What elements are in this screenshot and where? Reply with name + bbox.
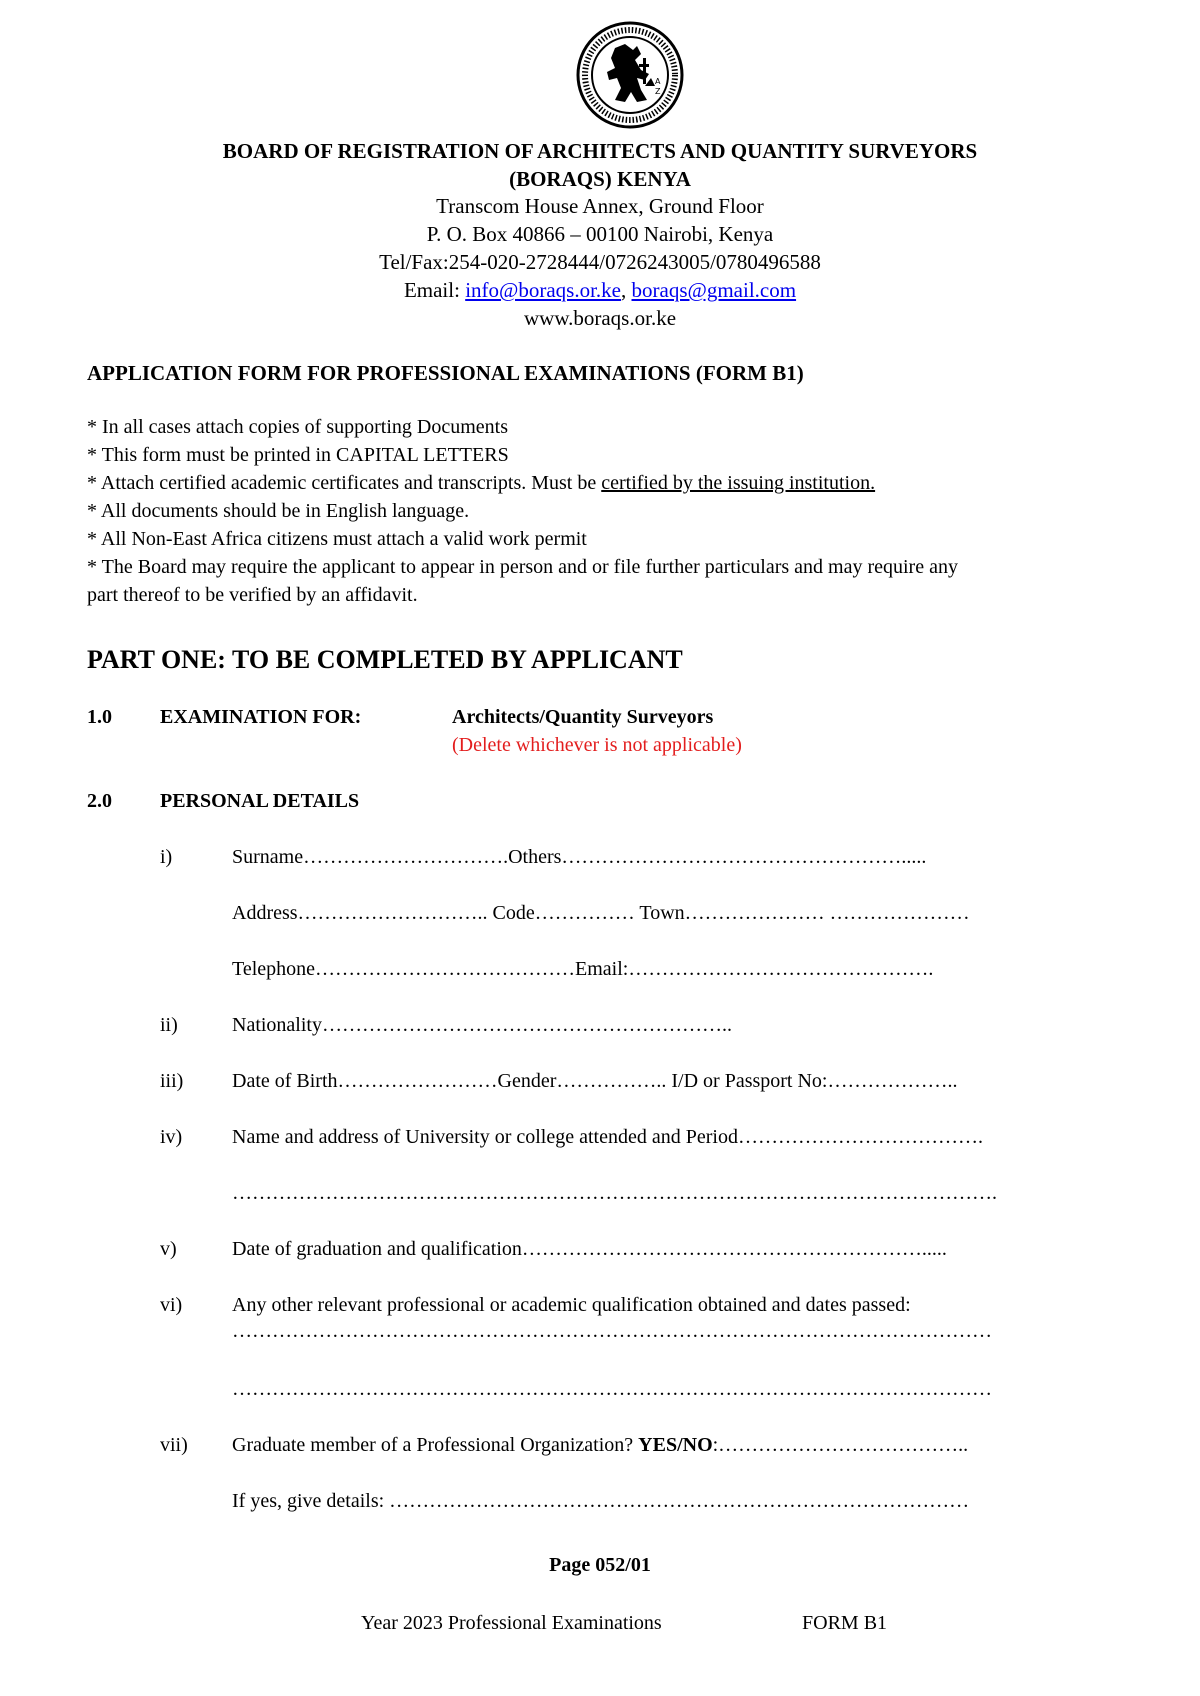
section-1-number: 1.0: [87, 706, 112, 728]
if-yes-details-field[interactable]: If yes, give details: ……………………………………………………………………………: [232, 1490, 970, 1512]
section-2-number: 2.0: [87, 790, 112, 812]
graduate-member-field[interactable]: [232, 1434, 968, 1457]
email-link-gmail[interactable]: boraqs@gmail.com: [631, 278, 797, 302]
org-address-line2: P. O. Box 40866 – 00100 Nairobi, Kenya: [426, 222, 774, 246]
graduation-field[interactable]: Date of graduation and qualification…………………………………………………….....: [232, 1238, 947, 1260]
surname-others-field[interactable]: Surname………………………….Others…………………………………………….....: [232, 846, 927, 868]
org-email-line: [0, 278, 1200, 303]
org-website: www.boraqs.or.ke: [523, 306, 677, 330]
other-qualification-line-1[interactable]: ……………………………………………………………………………………………………: [232, 1320, 992, 1342]
footer-form-label: FORM B1: [802, 1612, 888, 1634]
item-v-number: v): [160, 1238, 177, 1260]
instruction-3-text: * Attach certified academic certificates and transcripts. Must be: [87, 472, 602, 494]
instruction-5: * All Non-East Africa citizens must attach a valid work permit: [87, 528, 587, 550]
instruction-3: [87, 472, 875, 495]
exam-for-value[interactable]: Architects/Quantity Surveyors: [452, 706, 714, 728]
exam-for-note: (Delete whichever is not applicable): [452, 734, 742, 756]
instruction-1: * In all cases attach copies of supporting Documents: [87, 416, 508, 438]
dob-gender-id-field[interactable]: Date of Birth……………………Gender…………….. I/D or Passport No:………………..: [232, 1070, 958, 1092]
university-field[interactable]: Name and address of University or college attended and Period……………………………….: [232, 1126, 983, 1148]
section-1-label: EXAMINATION FOR:: [160, 706, 362, 728]
instruction-4: * All documents should be in English language.: [87, 500, 470, 522]
org-telfax: Tel/Fax:254-020-2728444/0726243005/0780496588: [379, 250, 821, 274]
page-number: Page 052/01: [549, 1554, 651, 1576]
item-vii-number: vii): [160, 1434, 188, 1456]
boraqs-seal-logo: [575, 20, 685, 130]
instruction-2: * This form must be printed in CAPITAL LETTERS: [87, 444, 509, 466]
svg-text:A: A: [655, 77, 661, 86]
other-qualification-label: Any other relevant professional or academic qualification obtained and dates passed:: [232, 1294, 911, 1316]
email-label: Email:: [403, 278, 466, 302]
telephone-email-field[interactable]: Telephone…………………………………Email:……………………………………….: [232, 958, 934, 980]
instruction-3-underlined: certified by the issuing institution.: [601, 472, 876, 494]
university-field-cont[interactable]: …………………………………………………………………………………………………….: [232, 1182, 997, 1204]
other-qualification-line-2[interactable]: ……………………………………………………………………………………………………: [232, 1378, 992, 1400]
item-iv-number: iv): [160, 1126, 183, 1148]
part-one-heading: PART ONE: TO BE COMPLETED BY APPLICANT: [87, 645, 683, 674]
item-ii-number: ii): [160, 1014, 178, 1036]
address-code-town-field[interactable]: Address……………………….. Code…………… Town………………… …………………: [232, 902, 970, 924]
org-name-line2: (BORAQS) KENYA: [509, 167, 691, 191]
graduate-member-blank[interactable]: :………………………………..: [712, 1434, 969, 1456]
nationality-field[interactable]: Nationality……………………………………………………..: [232, 1014, 732, 1036]
item-vi-number: vi): [160, 1294, 183, 1316]
instruction-6: * The Board may require the applicant to appear in person and or file further particulars and may require any: [87, 556, 958, 578]
email-separator: ,: [621, 278, 632, 302]
form-title: APPLICATION FORM FOR PROFESSIONAL EXAMINATIONS (FORM B1): [87, 361, 804, 385]
item-iii-number: iii): [160, 1070, 184, 1092]
item-i-number: i): [160, 846, 173, 868]
yes-no-option[interactable]: YES/NO: [638, 1434, 713, 1456]
email-link-info[interactable]: info@boraqs.or.ke: [465, 278, 621, 302]
svg-text:Z: Z: [655, 87, 661, 96]
graduate-member-question: Graduate member of a Professional Organization?: [232, 1434, 639, 1456]
instruction-6-cont: part thereof to be verified by an affidavit.: [87, 584, 418, 606]
org-name-line1: BOARD OF REGISTRATION OF ARCHITECTS AND QUANTITY SURVEYORS: [222, 139, 978, 163]
org-address-line1: Transcom House Annex, Ground Floor: [436, 194, 764, 218]
footer-left-text: Year 2023 Professional Examinations: [361, 1612, 662, 1634]
section-2-label: PERSONAL DETAILS: [160, 790, 360, 812]
